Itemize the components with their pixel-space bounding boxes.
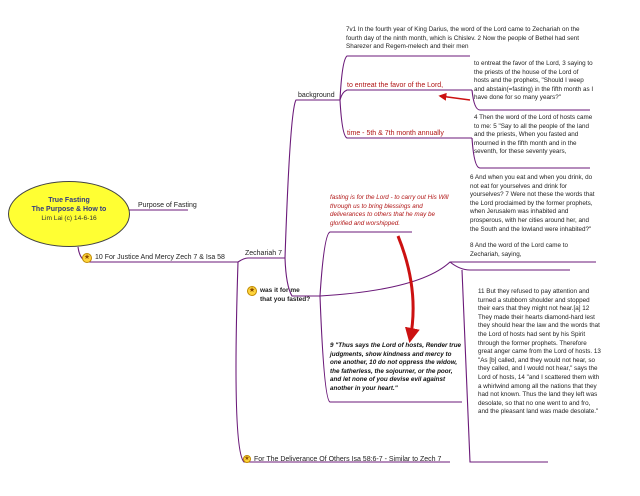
was-it-label[interactable]: was it for me that you fasted? xyxy=(260,287,311,303)
connector-7v1 xyxy=(340,56,470,100)
arrow-entreat xyxy=(440,96,470,100)
connector-8 xyxy=(450,262,570,270)
entreat-label[interactable]: to entreat the favor of the Lord, xyxy=(347,82,444,89)
root-node[interactable] xyxy=(8,181,130,247)
star-icon: ★ xyxy=(83,254,91,261)
main-branch-label[interactable]: 10 For Justice And Mercy Zech 7 & Isa 58 xyxy=(95,254,225,261)
connector-zechariah xyxy=(238,258,285,262)
zechariah-label[interactable]: Zechariah 7 xyxy=(245,250,282,257)
text-6: 6 And when you eat and when you drink, do not eat for yourselves and drink for yourselves? 7 Were not these the words that the Lord proclaimed by the former prophets, when Jerusalem was inhabited and prosperous, with her cities around her, and the South and the lowland were inhabited?" xyxy=(470,174,595,233)
connector-note xyxy=(320,232,412,296)
connector-entreat xyxy=(340,90,472,100)
root-title: True Fasting xyxy=(48,197,90,204)
text-11: 11 But they refused to pay attention and turned a stubborn shoulder and stopped their ears that they might not hear.[a] 12 They made their hearts diamond-hard lest they should hear the law and the words that the Lord of hosts had sent by his Spirit through the former prophets. Therefore great anger came from the Lord of hosts. 13 "As [b] called, and they would not hear, so they called, and I would not hear," says the Lord of hosts, 14 "and I scattered them with a whirlwind among all the nations that they had not known. Thus the land they left was desolate, so that no one went to and fro, and the pleasant land was made desolate." xyxy=(478,288,601,416)
background-label[interactable]: background xyxy=(298,92,335,99)
text-8: 8 And the word of the Lord came to Zechariah, saying, xyxy=(470,242,569,258)
deliverance-label[interactable]: For The Deliverance Of Others Isa 58:6-7 - Similar to Zech 7 xyxy=(254,456,442,463)
arrow-note-to-verse xyxy=(398,236,413,340)
time-label[interactable]: time - 5th & 7th month annually xyxy=(347,130,444,137)
purpose-label[interactable]: Purpose of Fasting xyxy=(138,202,197,209)
star-icon: ★ xyxy=(248,287,256,294)
purpose-note: fasting is for the Lord - to carry out His Will through us to bring blessings and deliverances to others that he may be glorified and worshipped. xyxy=(330,194,449,227)
star-icon: ★ xyxy=(244,456,250,462)
text-7v1: 7v1 In the fourth year of King Darius, the word of the Lord came to Zechariah on the fourth day of the ninth month, which is Chislev. 2 Now the people of Bethel had sent Sharezer and Regem-melech and their men xyxy=(346,26,580,51)
text-entreat: to entreat the favor of the Lord, 3 saying to the priests of the house of the Lord of hosts and the prophets, "Should I weep and abstain(=fasting) in the fifth month as I have done for so many years?" xyxy=(474,60,594,102)
connector-background xyxy=(285,100,340,258)
verse-9: 9 "Thus says the Lord of hosts, Render true judgments, show kindness and mercy to one another, 10 do not oppress the widow, the fatherless, the sojourner, or the poor, and let none of you devise evil against another in your heart." xyxy=(330,342,462,392)
root-subtitle: The Purpose & How to xyxy=(31,206,107,213)
text-4: 4 Then the word of the Lord of hosts came to me: 5 "Say to all the people of the land and the priests, When you fasted and mourned in the fifth month and in the seventh, for these seventy years, xyxy=(474,114,593,156)
root-author: Lim Lai (c) 14-6-16 xyxy=(41,215,97,222)
